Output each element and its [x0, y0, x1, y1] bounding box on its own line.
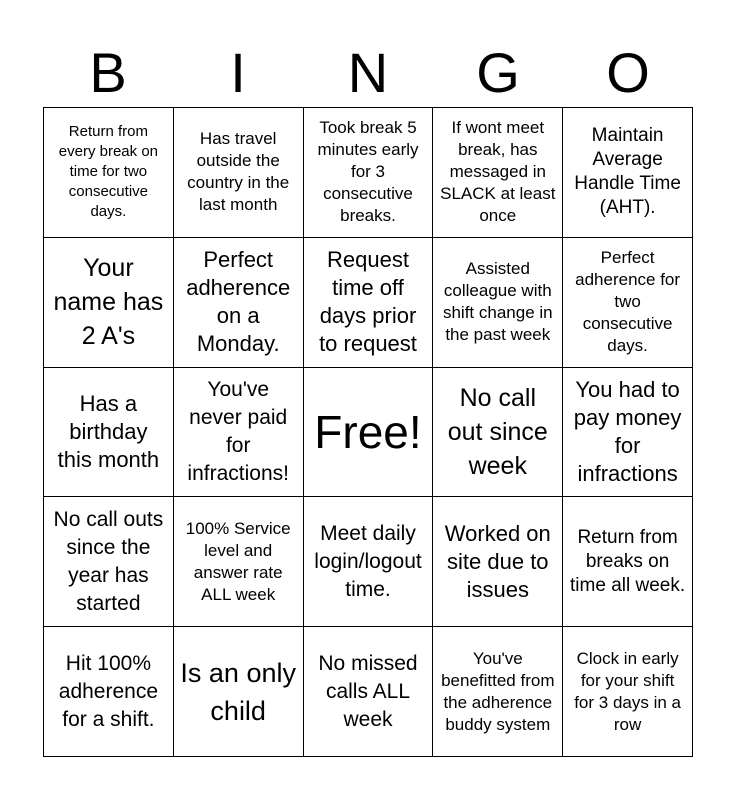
- cell-text: No call out since week: [447, 383, 548, 480]
- cell-text: Maintain Average Handle Time (AHT).: [574, 125, 681, 219]
- bingo-cell[interactable]: [433, 368, 563, 498]
- bingo-cell[interactable]: [304, 627, 434, 757]
- cell-text: You had to pay money for infractions: [573, 376, 682, 486]
- cell-text: Has travel outside the country in the last month: [187, 129, 290, 215]
- cell-text: Meet daily login/logout time.: [314, 521, 422, 601]
- header-letter-g: G: [476, 41, 520, 104]
- bingo-cell[interactable]: [44, 497, 174, 627]
- header-letter-i: I: [230, 41, 246, 104]
- bingo-cell[interactable]: [44, 627, 174, 757]
- bingo-cell[interactable]: [433, 497, 563, 627]
- cell-text: Is an only child: [180, 657, 296, 726]
- cell-text: You've benefitted from the adherence buddy system: [441, 648, 555, 734]
- bingo-cell[interactable]: [44, 108, 174, 238]
- cell-text: Your name has 2 A's: [53, 254, 164, 351]
- cell-text: Request time off days prior to request: [319, 247, 417, 357]
- bingo-cell[interactable]: [563, 238, 693, 368]
- bingo-cell[interactable]: [174, 238, 304, 368]
- cell-text: Took break 5 minutes early for 3 consecutive breaks.: [317, 118, 419, 226]
- bingo-cell[interactable]: [433, 238, 563, 368]
- cell-text: Clock in early for your shift for 3 days in a row: [574, 648, 681, 734]
- bingo-cell[interactable]: [44, 368, 174, 498]
- bingo-cell[interactable]: [433, 108, 563, 238]
- bingo-cell[interactable]: [174, 108, 304, 238]
- bingo-cell[interactable]: [304, 497, 434, 627]
- bingo-cell[interactable]: [174, 497, 304, 627]
- header-letter-o: O: [606, 41, 650, 104]
- bingo-cell[interactable]: [44, 238, 174, 368]
- header-letter-b: B: [89, 41, 127, 104]
- free-space-text: Free!: [314, 405, 422, 458]
- cell-text: Assisted colleague with shift change in the past week: [442, 259, 553, 345]
- bingo-cell[interactable]: [174, 627, 304, 757]
- bingo-cell[interactable]: [174, 368, 304, 498]
- header-letter-n: N: [347, 41, 389, 104]
- bingo-cell[interactable]: [304, 238, 434, 368]
- bingo-header: [43, 40, 693, 106]
- bingo-cell[interactable]: [563, 108, 693, 238]
- cell-text: If wont meet break, has messaged in SLACK at least once: [440, 118, 556, 226]
- cell-text: Has a birthday this month: [57, 390, 160, 472]
- bingo-cell[interactable]: [433, 627, 563, 757]
- bingo-cell[interactable]: [563, 627, 693, 757]
- bingo-card-grid: [43, 107, 693, 757]
- cell-text: Worked on site due to issues: [444, 520, 551, 602]
- free-space-cell[interactable]: [304, 368, 434, 498]
- bingo-cell[interactable]: [304, 108, 434, 238]
- cell-text: Hit 100% adherence for a shift.: [58, 651, 159, 731]
- bingo-cell[interactable]: [563, 497, 693, 627]
- bingo-cell[interactable]: [563, 368, 693, 498]
- cell-text: 100% Service level and answer rate ALL week: [185, 518, 291, 604]
- cell-text: Return from breaks on time all week.: [570, 526, 686, 596]
- cell-text: Perfect adherence for two consecutive days.: [575, 248, 681, 356]
- cell-text: Perfect adherence on a Monday.: [186, 247, 291, 357]
- cell-text: No missed calls ALL week: [318, 651, 418, 731]
- cell-text: You've never paid for infractions!: [187, 377, 289, 485]
- cell-text: No call outs since the year has started: [53, 507, 164, 615]
- cell-text: Return from every break on time for two consecutive days.: [58, 123, 159, 221]
